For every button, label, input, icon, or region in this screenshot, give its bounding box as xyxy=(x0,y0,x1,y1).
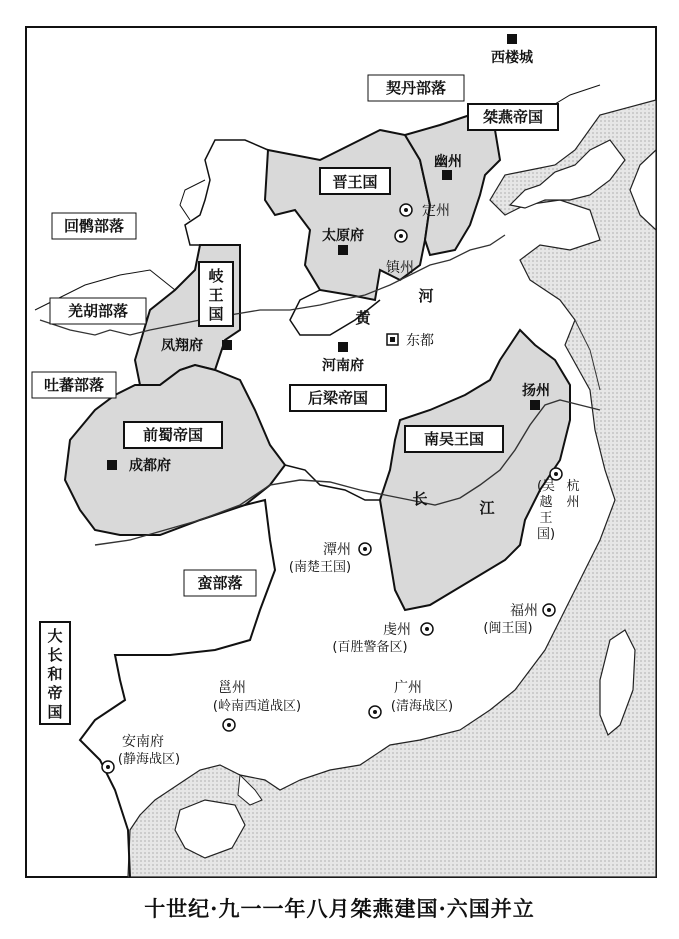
svg-text:回鹘部落: 回鹘部落 xyxy=(63,217,125,235)
svg-text:前蜀帝国: 前蜀帝国 xyxy=(142,426,204,444)
wuyue-label-1: (吴 xyxy=(536,479,556,494)
annan-label: 安南府 xyxy=(122,734,164,750)
svg-text:王: 王 xyxy=(208,286,224,304)
hangzhou-label-1: 杭 xyxy=(566,479,580,494)
jinghai-label: (静海战区) xyxy=(117,752,181,767)
yangzhou-marker xyxy=(530,400,540,410)
river-label-huang: 黄 xyxy=(355,309,371,327)
henan-marker xyxy=(338,342,348,352)
huihu-label xyxy=(52,213,136,239)
dingzhou-label: 定州 xyxy=(422,203,450,219)
baisheng-label: (百胜警备区) xyxy=(332,640,408,655)
svg-text:桀燕帝国: 桀燕帝国 xyxy=(482,108,544,126)
svg-text:吐蕃部落: 吐蕃部落 xyxy=(43,376,105,394)
river-label-jiang: 江 xyxy=(479,499,495,517)
svg-text:国: 国 xyxy=(208,305,224,323)
hangzhou-label-2: 州 xyxy=(566,495,580,510)
man-label xyxy=(184,570,256,596)
dongdu-label: 东都 xyxy=(406,333,434,349)
nanchu-label: (南楚王国) xyxy=(288,560,352,575)
svg-text:后梁帝国: 后梁帝国 xyxy=(307,389,369,407)
taiyuan-label: 太原府 xyxy=(322,228,364,244)
zhenzhou-label: 镇州 xyxy=(386,260,414,276)
qianzhou-label: 虔州 xyxy=(383,622,411,638)
svg-text:契丹部落: 契丹部落 xyxy=(385,79,447,97)
nanwu-label xyxy=(405,426,503,452)
svg-text:大: 大 xyxy=(47,627,63,645)
youzhou-marker xyxy=(442,170,452,180)
chengdu-marker xyxy=(107,460,117,470)
tanzhou-label: 潭州 xyxy=(323,542,351,558)
lingnanxi-label: (岭南西道战区) xyxy=(212,699,302,714)
jieyan-label xyxy=(468,104,558,130)
wuyue-label-3: 王 xyxy=(539,511,553,526)
henan-label: 河南府 xyxy=(322,358,364,374)
svg-text:羌胡部落: 羌胡部落 xyxy=(67,302,129,320)
river-label-he: 河 xyxy=(418,287,434,305)
khitan-label xyxy=(368,75,464,101)
svg-text:帝: 帝 xyxy=(47,684,63,702)
youzhou-label: 幽州 xyxy=(434,154,462,170)
wuyue-label-4: 国) xyxy=(536,527,556,542)
svg-text:国: 国 xyxy=(47,703,63,721)
minwang-label: (闽王国) xyxy=(483,621,533,636)
xilou-marker xyxy=(507,34,517,44)
wuyue-label-2: 越 xyxy=(539,495,553,510)
xilou-label: 西楼城 xyxy=(491,50,533,66)
fuzhou-label: 福州 xyxy=(510,603,538,619)
tubo-label xyxy=(32,372,116,398)
qinghai-label: (清海战区) xyxy=(390,699,454,714)
svg-text:晋王国: 晋王国 xyxy=(332,173,378,191)
qianshu-label xyxy=(124,422,222,448)
river-label-chang: 长 xyxy=(412,490,428,508)
dachanghe-label xyxy=(40,622,70,724)
fengxiang-marker xyxy=(222,340,232,350)
svg-text:长: 长 xyxy=(47,646,63,664)
map-caption: 十世纪·九一一年八月桀燕建国·六国并立 xyxy=(144,896,535,921)
houliang-label xyxy=(290,385,386,411)
svg-text:岐: 岐 xyxy=(208,267,224,285)
svg-text:南吴王国: 南吴王国 xyxy=(423,430,485,448)
chengdu-label: 成都府 xyxy=(129,458,171,474)
svg-text:蛮部落: 蛮部落 xyxy=(197,574,243,592)
qiang-label xyxy=(50,298,146,324)
guangzhou-label: 广州 xyxy=(394,680,422,696)
jin-label xyxy=(320,168,390,194)
qi-label xyxy=(199,262,233,326)
svg-text:和: 和 xyxy=(47,665,63,683)
taiyuan-marker xyxy=(338,245,348,255)
yangzhou-label: 扬州 xyxy=(522,383,550,399)
fengxiang-label: 凤翔府 xyxy=(161,338,203,354)
yongzhou-label: 邕州 xyxy=(218,680,246,696)
